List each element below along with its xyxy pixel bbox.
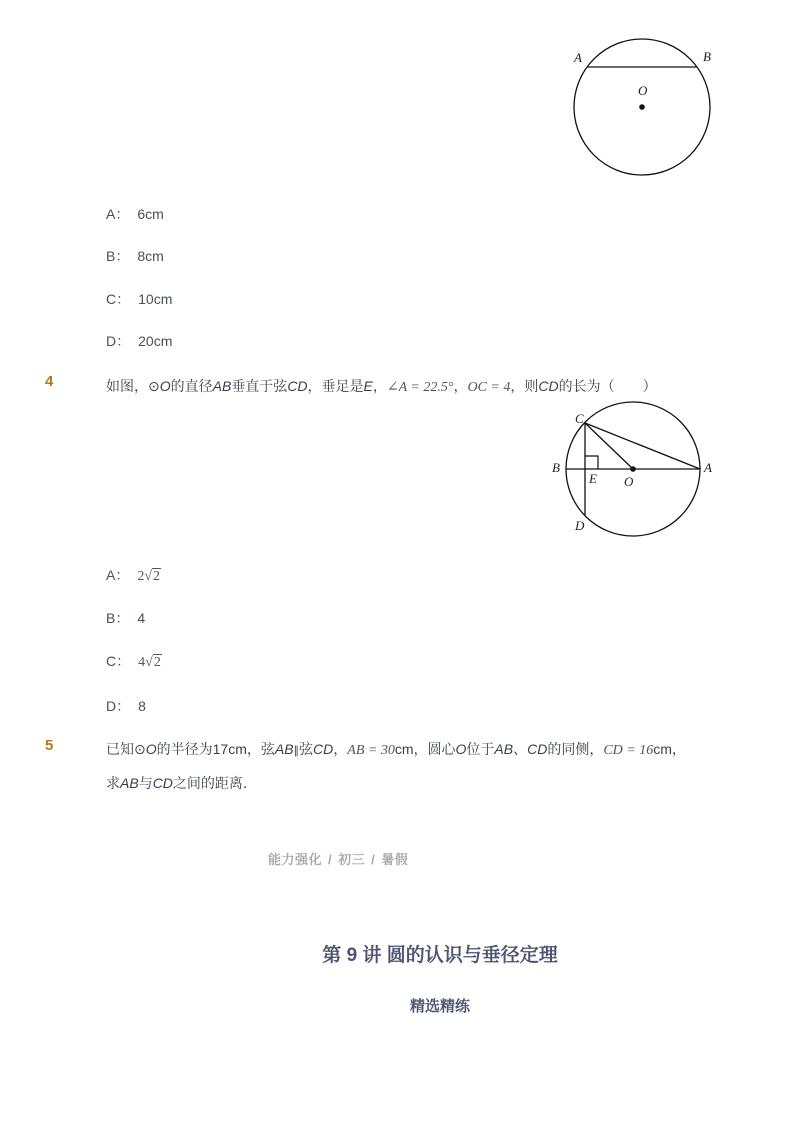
option-label: D： <box>106 333 131 349</box>
q4-circle-figure <box>548 398 723 540</box>
sqrt-sign: √ <box>144 569 153 584</box>
text-segment: cm， <box>653 741 686 757</box>
text-segment: 弦 <box>299 741 314 757</box>
q3-label-o: O <box>638 83 648 98</box>
option-label: B： <box>106 610 130 626</box>
text-segment: CD <box>527 741 548 757</box>
option-label: D： <box>106 698 131 714</box>
q3-option-c[interactable] <box>106 289 172 309</box>
text-segment: CD <box>287 378 308 394</box>
option-value: 8cm <box>137 248 164 264</box>
section-subtitle: 精选精练 <box>409 998 470 1015</box>
text-segment: 位于 <box>466 741 495 757</box>
text-segment: ，垂足是 <box>307 378 364 394</box>
q3-option-a[interactable] <box>106 204 164 224</box>
parallel-symbol: ∥ <box>293 745 300 757</box>
q3-label-b: B <box>703 49 711 64</box>
text-segment: 的同侧， <box>547 741 604 757</box>
option-value: 20cm <box>138 333 173 349</box>
q3-circle-figure <box>560 34 730 184</box>
q4-label-o: O <box>624 474 634 489</box>
footer-part-1: 能力强化 <box>268 852 323 867</box>
q4-label-c: C <box>575 411 584 426</box>
text-segment: O <box>145 741 157 757</box>
text-segment: cm，圆心 <box>394 741 456 757</box>
text-segment: 、 <box>513 741 528 757</box>
q5-question-line1 <box>106 739 686 759</box>
text-segment: 已知⊙ <box>106 741 146 757</box>
text-segment: ， <box>453 378 468 394</box>
q4-option-c[interactable] <box>106 651 162 671</box>
q4-label-d: D <box>575 518 585 533</box>
text-segment: 的长为（ ） <box>558 378 657 394</box>
text-segment: O <box>159 378 171 394</box>
q4-segment-ca <box>585 423 700 469</box>
q4-right-angle-mark <box>585 456 598 469</box>
q4-label-e: E <box>589 471 597 486</box>
sqrt-radicand: 2 <box>153 655 161 670</box>
q3-center-point <box>639 104 645 110</box>
footer-part-2: 初三 <box>338 852 366 867</box>
math-expression: ∠A = 22.5° <box>386 380 454 395</box>
q4-option-d[interactable] <box>106 696 146 716</box>
text-segment: AB <box>274 741 294 757</box>
text-segment: 求 <box>106 775 120 791</box>
text-segment: 的直径 <box>170 378 213 394</box>
text-segment: 垂直于弦 <box>231 378 288 394</box>
sqrt-coefficient: 4 <box>138 655 146 670</box>
q4-label-a: A <box>704 460 712 475</box>
q5-number: 5 <box>45 737 54 754</box>
text-segment: AB <box>212 378 232 394</box>
option-value: 6cm <box>137 206 164 222</box>
q4-label-b: B <box>552 460 560 475</box>
text-segment: CD <box>313 741 334 757</box>
section-title: 第 9 讲 圆的认识与垂径定理 <box>322 945 558 966</box>
sqrt-sign: √ <box>145 655 153 670</box>
page-footer-breadcrumb <box>268 849 408 868</box>
q3-option-d[interactable] <box>106 331 172 351</box>
text-segment: 与 <box>138 775 153 791</box>
footer-separator: / <box>328 852 333 867</box>
q4-segment-co <box>585 423 633 469</box>
text-segment: CD <box>152 775 173 791</box>
sqrt-coefficient: 2 <box>137 569 145 584</box>
q3-label-a: A <box>574 50 582 65</box>
q4-option-b[interactable] <box>106 608 145 628</box>
q4-option-a[interactable] <box>106 565 161 585</box>
text-segment: CD <box>538 378 559 394</box>
q4-question-text <box>106 376 657 396</box>
text-segment: AB <box>120 775 139 791</box>
option-value: 4 <box>137 610 146 626</box>
option-value: 10cm <box>138 291 173 307</box>
option-label: A： <box>106 567 130 583</box>
text-segment: AB <box>494 741 514 757</box>
math-expression: CD = 16 <box>603 743 654 758</box>
text-segment: 之间的距离． <box>172 775 257 791</box>
sqrt-expression <box>138 654 162 670</box>
text-segment: ， <box>333 741 348 757</box>
q4-number: 4 <box>45 373 54 390</box>
text-segment: E <box>363 378 373 394</box>
option-label: C： <box>106 653 131 669</box>
text-segment: ，则 <box>510 378 539 394</box>
text-segment: ， <box>372 378 387 394</box>
option-value: 8 <box>138 698 146 714</box>
footer-part-3: 暑假 <box>381 852 409 867</box>
q4-center-point <box>630 466 636 472</box>
math-expression: AB = 30 <box>347 743 395 758</box>
sqrt-radicand: 2 <box>153 569 161 584</box>
text-segment: 的半径为17cm，弦 <box>156 741 275 757</box>
option-label: C： <box>106 291 131 307</box>
q3-option-b[interactable] <box>106 246 164 266</box>
sqrt-expression <box>137 568 161 584</box>
text-segment: O <box>455 741 467 757</box>
option-label: A： <box>106 206 130 222</box>
math-expression: OC = 4 <box>467 380 511 395</box>
text-segment: 如图，⊙ <box>106 378 160 394</box>
footer-separator: / <box>371 852 376 867</box>
q5-question-line2 <box>106 773 257 793</box>
option-label: B： <box>106 248 130 264</box>
